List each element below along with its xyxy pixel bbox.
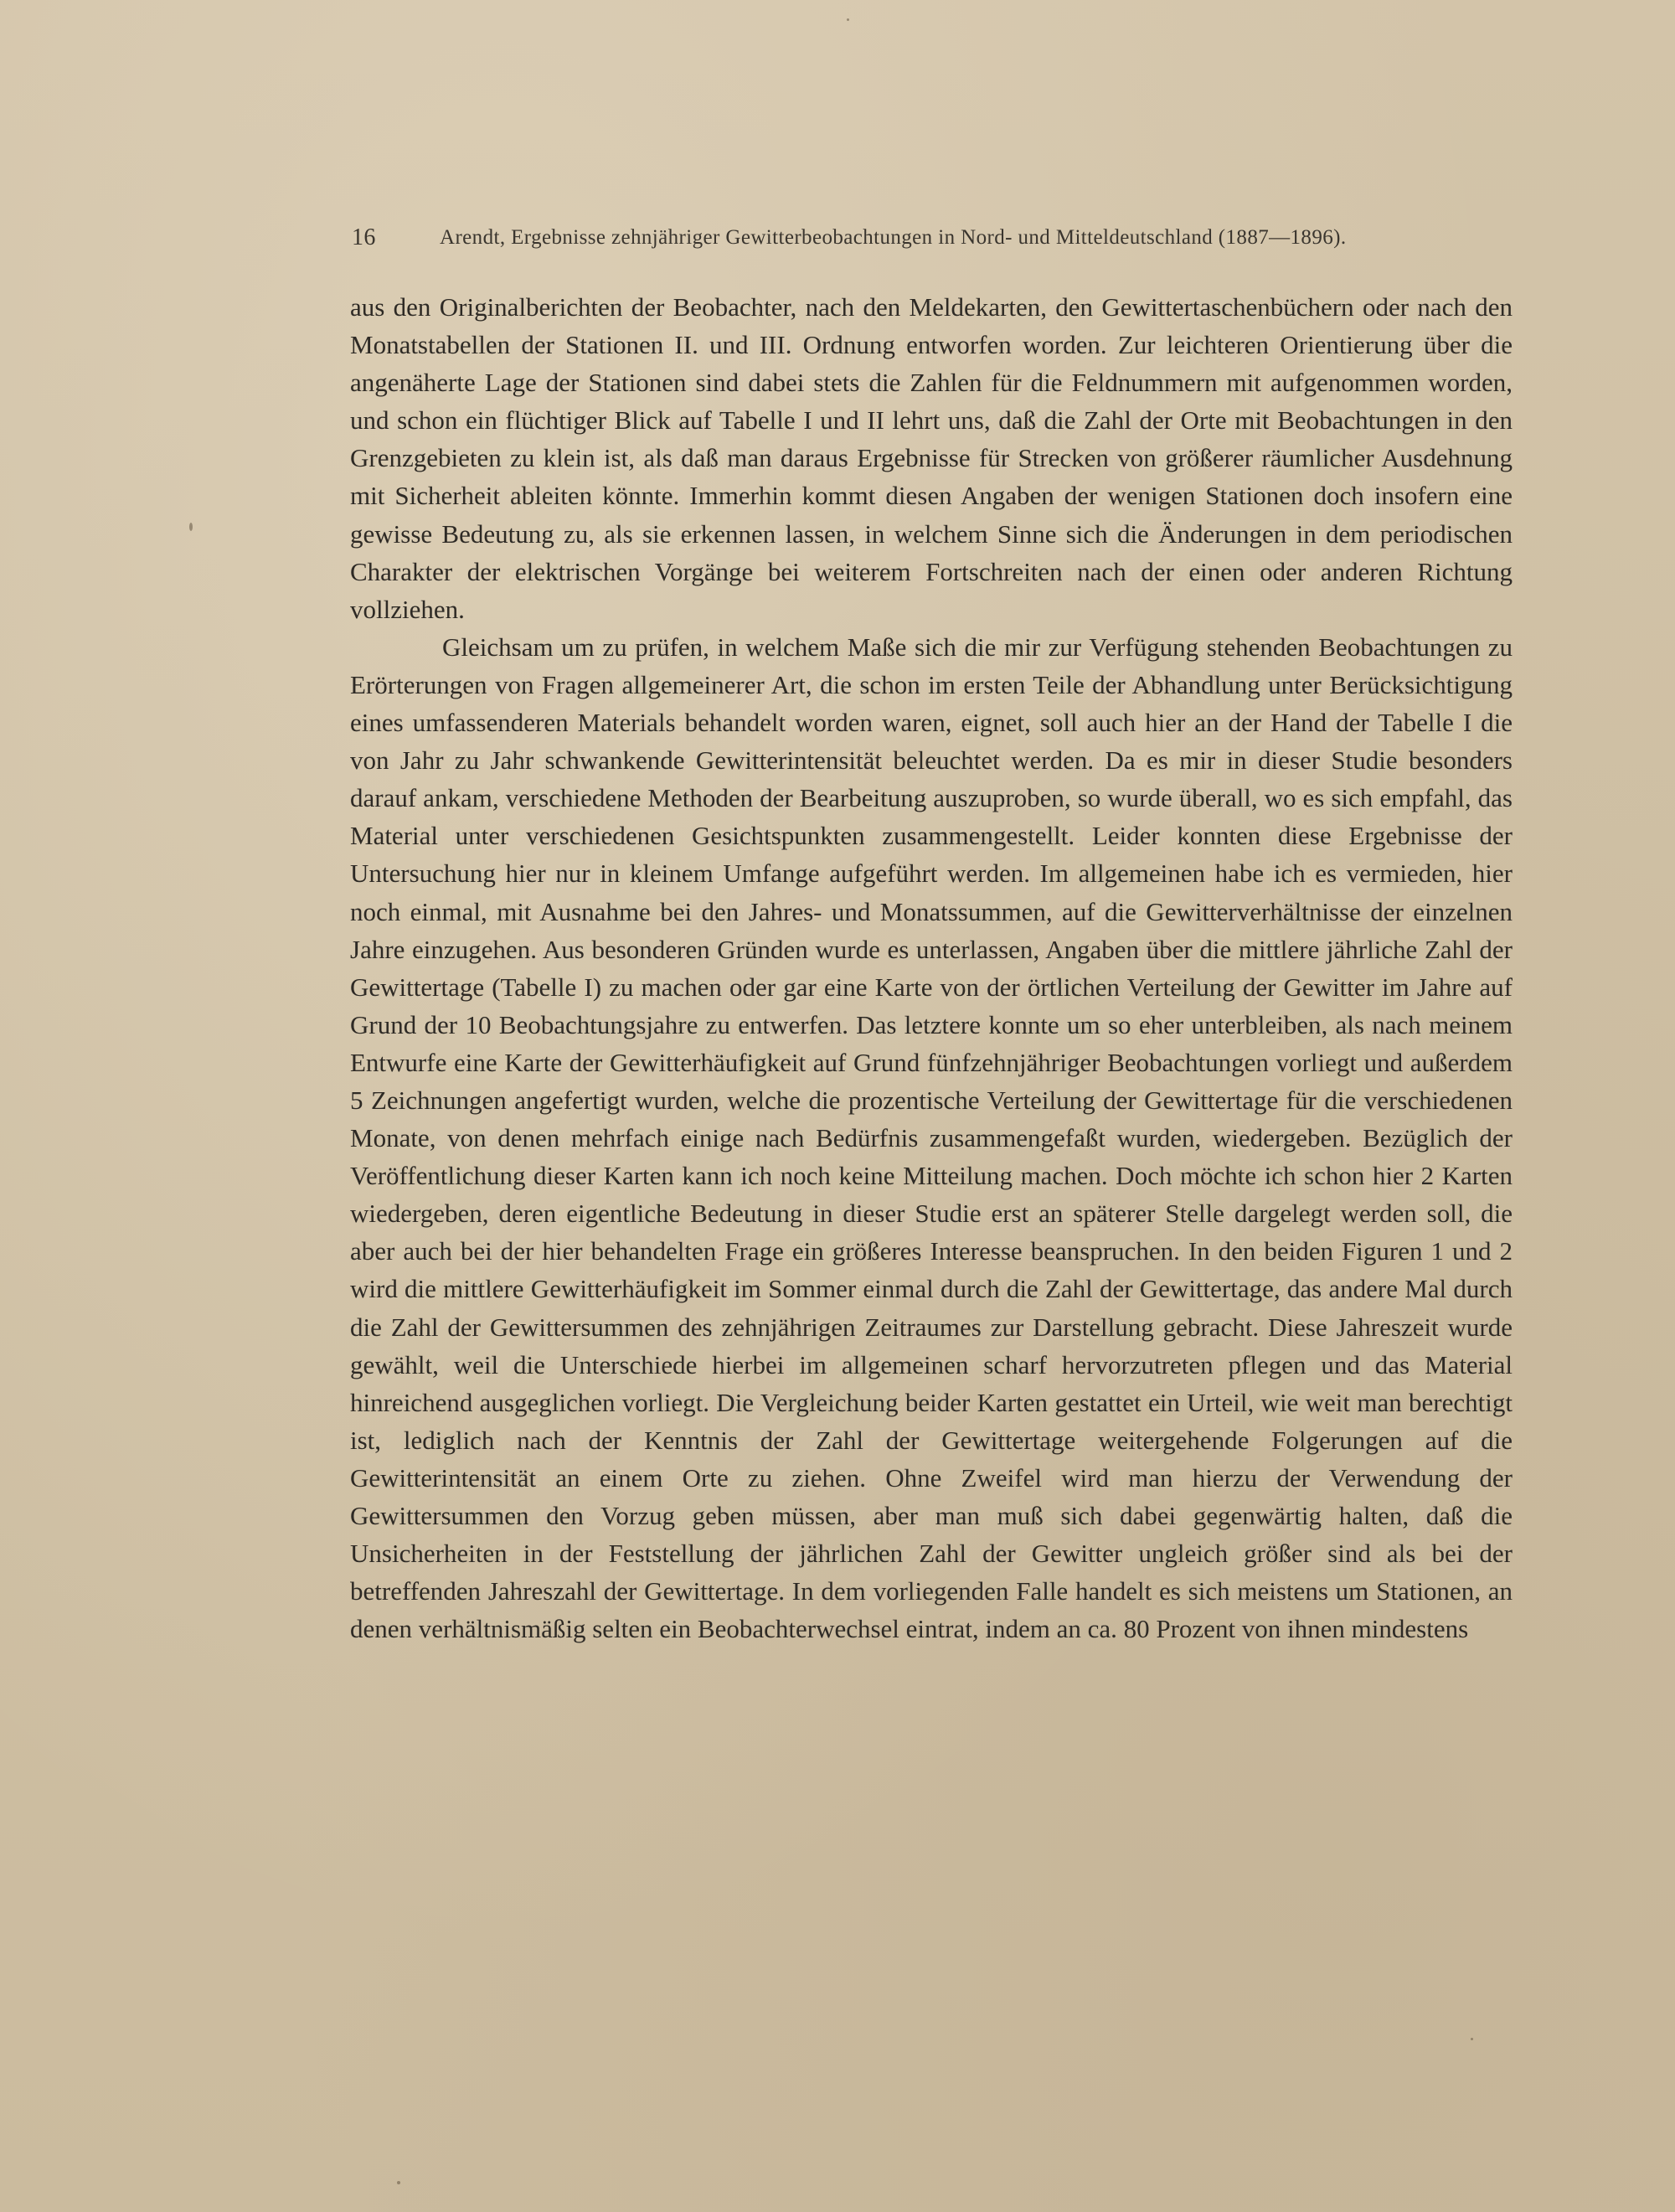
page-number: 16 [352,224,376,250]
body-text [350,288,1513,1647]
paragraph-2: Gleichsam um zu prüfen, in welchem Maße sich die mir zur Verfügung stehenden Beobachtungen zu Erörterungen von Fragen allgemeinerer Art, die schon im ersten Teile der Abhandlung unter Berücksichtigung eines umfassenderen Materials behandelt worden waren, eignet, soll auch hier an der Hand der Tabelle I die von Jahr zu Jahr schwankende Gewitterintensität beleuchtet werden. Da es mir in dieser Studie besonders darauf ankam, verschiedene Methoden der Bearbeitung auszuproben, so wurde überall, wo es sich empfahl, das Material unter verschiedenen Gesichtspunkten zusammengestellt. Leider konnten diese Ergebnisse der Untersuchung hier nur in kleinem Umfange aufgeführt werden. Im allgemeinen habe ich es vermieden, hier noch einmal, mit Ausnahme bei den Jahres- und Monatssummen, auf die Gewitterverhältnisse der einzelnen Jahre einzugehen. Aus besonderen Gründen wurde es unterlassen, Angaben über die mittlere jährliche Zahl der Gewittertage (Tabelle I) zu machen oder gar eine Karte von der örtlichen Verteilung der Gewitter im Jahre auf Grund der 10 Beobachtungsjahre zu entwerfen. Das letztere konnte um so eher unterbleiben, als nach meinem Entwurfe eine Karte der Gewitterhäufigkeit auf Grund fünfzehnjähriger Beobachtungen vorliegt und außerdem 5 Zeichnungen angefertigt wurden, welche die prozentische Verteilung der Gewittertage für die verschiedenen Monate, von denen mehrfach einige nach Bedürfnis zusammengefaßt wurden, wiedergeben. Bezüglich der Veröffentlichung dieser Karten kann ich noch keine Mitteilung machen. Doch möchte ich schon hier 2 Karten wiedergeben, deren eigentliche Bedeutung in dieser Studie erst an späterer Stelle dargelegt werden soll, die aber auch bei der hier behandelten Frage ein größeres Interesse beanspruchen. In den beiden Figuren 1 und 2 wird die mittlere Gewitterhäufigkeit im Sommer einmal durch die Zahl der Gewittertage, das andere Mal durch die Zahl der Gewittersummen des zehnjährigen Zeitraumes zur Darstellung gebracht. Diese Jahreszeit wurde gewählt, weil die Unterschiede hierbei im allgemeinen scharf hervorzutreten pflegen und das Material hinreichend ausgeglichen vorliegt. Die Vergleichung beider Karten gestattet ein Urteil, wie weit man berechtigt ist, lediglich nach der Kenntnis der Zahl der Gewittertage weitergehende Folgerungen auf die Gewitterintensität an einem Orte zu ziehen. Ohne Zweifel wird man hierzu der Verwendung der Gewittersummen den Vorzug geben müssen, aber man muß sich dabei gegenwärtig halten, daß die Unsicherheiten in der Feststellung der jährlichen Zahl der Gewitter ungleich größer sind als bei der betreffenden Jahreszahl der Gewittertage. In dem vorliegenden Falle handelt es sich meistens um Stationen, an denen verhältnismäßig selten ein Beobachterwechsel eintrat, indem an ca. 80 Prozent von ihnen mindestens [350,632,1513,1644]
paper-speck [1471,2038,1473,2040]
paper-speck [397,2181,400,2184]
running-head [352,224,1424,258]
paragraph-1: aus den Originalberichten der Beobachter, nach den Meldekarten, den Gewittertaschenbüchern oder nach den Monatstabellen der Stationen II. und III. Ordnung entworfen worden. Zur leichteren Orientierung über die angenäherte Lage der Stationen sind dabei stets die Zahlen für die Feldnummern mit aufgenommen worden, und schon ein flüchtiger Blick auf Tabelle I und II lehrt uns, daß die Zahl der Orte mit Beobachtungen in den Grenzgebieten zu klein ist, als daß man daraus Ergebnisse für Strecken von größerer räumlicher Ausdehnung mit Sicherheit ableiten könnte. Immerhin kommt diesen Angaben der wenigen Stationen doch insofern eine gewisse Bedeutung zu, als sie erkennen lassen, in welchem Sinne sich die Änderungen in dem periodischen Charakter der elektrischen Vorgänge bei weiterem Fortschreiten nach der einen oder anderen Richtung vollziehen. [350,292,1513,624]
paper-speck [847,18,849,21]
running-head-title: Arendt, Ergebnisse zehnjähriger Gewitterbeobachtungen in Nord- und Mitteldeutschland (1887—1896). [440,226,1347,249]
paper-speck [189,523,193,531]
